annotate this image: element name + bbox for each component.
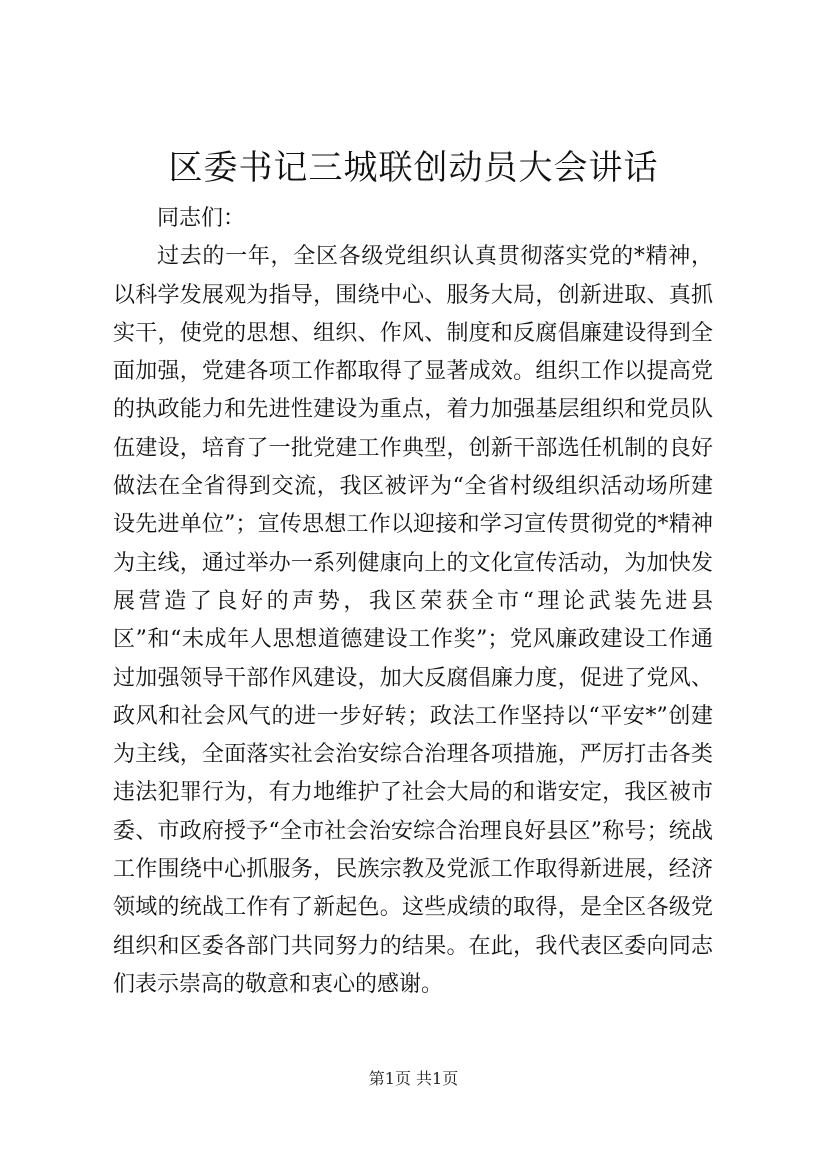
document-body (113, 200, 713, 1004)
salutation: 同志们： (157, 206, 246, 231)
paragraph: 过去的一年，全区各级党组织认真贯彻落实党的*精神，以科学发展观为指导，围绕中心、服务大局，创新进取、真抓实干，使党的思想、组织、作风、制度和反腐倡廉建设得到全面加强，党建各项工作都取得了显著成效。组织工作以提高党的执政能力和先进性建设为重点，着力加强基层组织和党员队伍建设，培育了一批党建工作典型，创新干部选任机制的良好做法在全省得到交流，我区被评为“全省村级组织活动场所建设先进单位”；宣传思想工作以迎接和学习宣传贯彻党的*精神为主线，通过举办一系列健康向上的文化宣传活动，为加快发展营造了良好的声势，我区荣获全市“理论武装先进县区”和“未成年人思想道德建设工作奖”；党风廉政建设工作通过加强领导干部作风建设，加大反腐倡廉力度，促进了党风、政风和社会风气的进一步好转；政法工作坚持以“平安*”创建为主线，全面落实社会治安综合治理各项措施，严厉打击各类违法犯罪行为，有力地维护了社会大局的和谐安定，我区被市委、市政府授予“全市社会治安综合治理良好县区”称号；统战工作围绕中心抓服务，民族宗教及党派工作取得新进展，经济领域的统战工作有了新起色。这些成绩的取得，是全区各级党组织和区委各部门共同努力的结果。在此，我代表区委向同志们表示崇高的敬意和衷心的感谢。 (113, 244, 713, 997)
page-footer: 第1页 共1页 (368, 1069, 459, 1088)
document-title: 区委书记三城联创动员大会讲话 (168, 148, 659, 188)
